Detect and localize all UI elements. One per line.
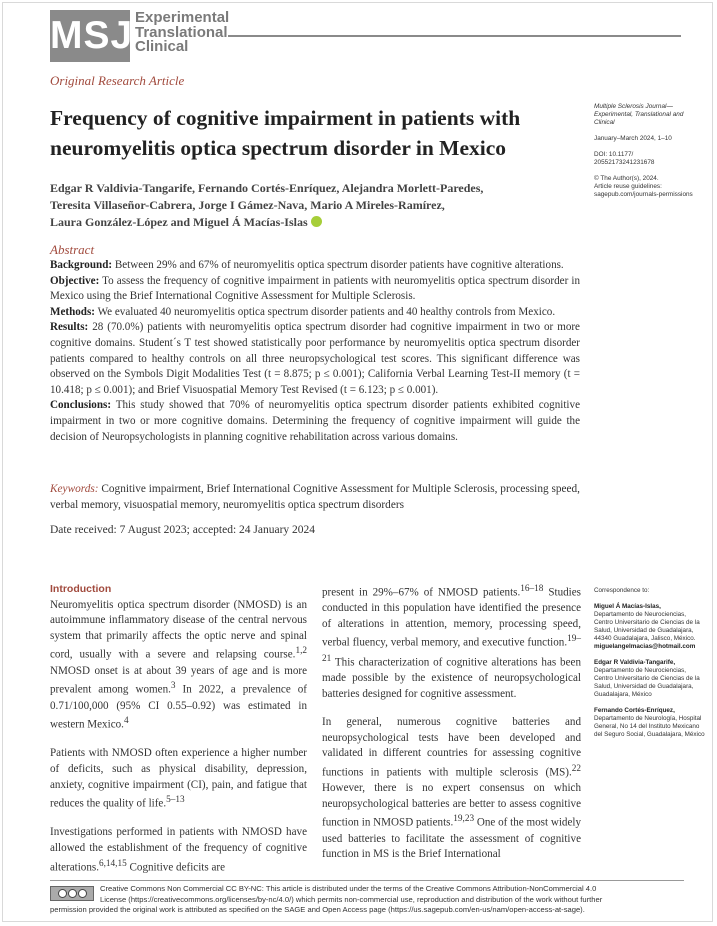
- correspondence-block: [594, 587, 706, 747]
- journal-name: Experimental Translational Clinical: [135, 9, 230, 55]
- abstract-body: [50, 258, 580, 445]
- paragraph: In general, numerous cognitive batteries and neuropsychological tests have been developed and validated in different countries for assessing cognitive functions in patients with multiple sclerosis (MS).$^{22}$ However, there is no expert consensus on which neuropsychological batteries are better to assess cognitive function in NMOSD patients.$^{19,23}$ One of the most widely used batteries to facilitate the assessment of cognitive function in MS is the Brief International: [322, 716, 582, 861]
- journal-logo: MSJ: [50, 10, 130, 62]
- license-notice: Creative Commons Non Commercial CC BY-NC: This article is distributed under the terms of the Creative Commons Attribution-NonCommercial 4.0 License (https://creativecommons.org/licenses/by-nc/4.0/) which permits non-commercial use, reproduction and distribution of the work without further permission provided the original work is attributed as specified on the SAGE and Open Access page (https://us.sagepub.com/en-us/nam/open-access-at-sage).: [50, 884, 603, 914]
- article-metadata: [594, 103, 704, 207]
- abstract-background: Background: Between 29% and 67% of neuromyelitis optica spectrum disorder patients have cognitive alterations.: [50, 259, 564, 271]
- abstract-objective: Objective: To assess the frequency of cognitive impairment in patients with neuromyelitis optica spectrum disorder in Mexico using the Brief International Cognitive Assessment for Multiple Sclerosis.: [50, 274, 580, 303]
- issue-info: January–March 2024, 1–10: [594, 135, 672, 142]
- author-affiliation: Fernando Cortés-Enríquez, Departamento de Neurología, Hospital General, No 14 del Instituto Mexicano del Seguro Social, Guadalajara, México: [594, 707, 705, 738]
- journal-title: Multiple Sclerosis Journal— Experimental, Translational and Clinical: [594, 103, 684, 126]
- abstract-methods: Methods: We evaluated 40 neuromyelitis optica spectrum disorder patients and 40 healthy controls from Mexico.: [50, 305, 556, 318]
- body-column-left: [50, 582, 307, 889]
- author-affiliation: Edgar R Valdivia-Tangarife, Departamento de Neurociencias, Centro Universitario de Ciencias de la Salud, Universidad de Guadalajara, Guadalajara, México: [594, 659, 700, 698]
- body-column-right: [322, 582, 581, 876]
- cc-by-nc-badge-icon[interactable]: [50, 886, 94, 901]
- footer-rule: [50, 880, 684, 881]
- header-rule: [228, 35, 681, 37]
- paragraph: Neuromyelitis optica spectrum disorder (NMOSD) is an autoimmune inflammatory disease of the central nervous system that primarily affects the optic nerve and spinal cord, usually with a severe and relapsing course.$^{1,2}$ NMOSD onset is at about 39 years of age and is more prevalent among women.$^3$ In 2022, a prevalence of 0.71/100,000 (95% CI 0.55–0.92) was estimated in western Mexico.$^4$: [50, 598, 307, 731]
- correspondence-label: Correspondence to:: [594, 587, 650, 594]
- received-dates: Date received: 7 August 2023; accepted: 24 January 2024: [50, 524, 316, 536]
- email-link[interactable]: miguelangelmacias@hotmail.com: [594, 643, 696, 650]
- orcid-icon[interactable]: [311, 216, 322, 227]
- article-type: Original Research Article: [50, 73, 185, 88]
- author-list: Edgar R Valdivia-Tangarife, Fernando Cortés-Enríquez, Alejandra Morlett-Paredes, Teresita Villaseñor-Cabrera, Jorge I Gámez-Nava, Mario A Mireles-Ramírez, Laura González-López and Miguel Á Macías-Islas: [50, 181, 484, 230]
- section-heading-introduction: Introduction: [50, 583, 112, 595]
- keywords: Keywords: Cognitive impairment, Brief International Cognitive Assessment for Multiple Sclerosis, processing speed, verbal memory, visuospatial memory, neuromyelitis optica spectrum disorders: [50, 483, 580, 511]
- abstract-heading: Abstract: [50, 242, 95, 257]
- paragraph: Patients with NMOSD often experience a higher number of deficits, such as physical disability, depression, anxiety, cognitive impairment (CI), pain, and fatigue that reduces the quality of life.$^{5-13}$: [50, 747, 307, 810]
- correspondence-author: Miguel Á Macías-Islas, Departamento de Neurociencias, Centro Universitario de Ciencias de la Salud, Universidad de Guadalajara, 44340 Guadalajara, Jalisco, México. miguelangelmacias@hotmail.com: [594, 603, 700, 650]
- article-title: Frequency of cognitive impairment in patients with neuromyelitis optica spectrum disorder in Mexico: [50, 106, 521, 160]
- paragraph: Investigations performed in patients with NMOSD have allowed the establishment of the frequency of cognitive alterations.$^{6,14,15}$ Cognitive deficits are: [50, 826, 307, 874]
- abstract-results: Results: 28 (70.0%) patients with neuromyelitis optica spectrum disorder had cognitive impairment in two or more cognitive domains. Student´s T test showed statistically poor performance by neuromyelitis optica spectrum disorder patients compared to healthy controls on all three neuropsychological test scores. This significant difference was observed on the Symbols Digit Modalities Test (t = 8.875; p ≤ 0.001); California Verbal Learning Test-II memory (t = 10.418; p ≤ 0.001); and Brief Visuospatial Memory Test Revised (t = 6.123; p ≤ 0.001).: [50, 321, 580, 396]
- paragraph: present in 29%–67% of NMOSD patients.$^{16-18}$ Studies conducted in this population have identified the presence of alterations in attention, memory, processing speed, verbal fluency, verbal memory, and executive function.$^{19-21}$ This characterization of cognitive alterations has been made possible by the existence of neuropsychological batteries designed for cognitive assessment.: [322, 584, 581, 700]
- doi[interactable]: DOI: 10.1177/ 20552173241231678: [594, 151, 655, 166]
- abstract-conclusions: Conclusions: This study showed that 70% of neuromyelitis optica spectrum disorder patients exhibited cognitive impairment in two or more cognitive domains. Determining the frequency of cognitive impairment will guide the decision of Neuropsychologists in planning cognitive rehabilitation across various domains.: [50, 399, 580, 443]
- copyright: © The Author(s), 2024. Article reuse guidelines: sagepub.com/journals-permissions: [594, 175, 693, 198]
